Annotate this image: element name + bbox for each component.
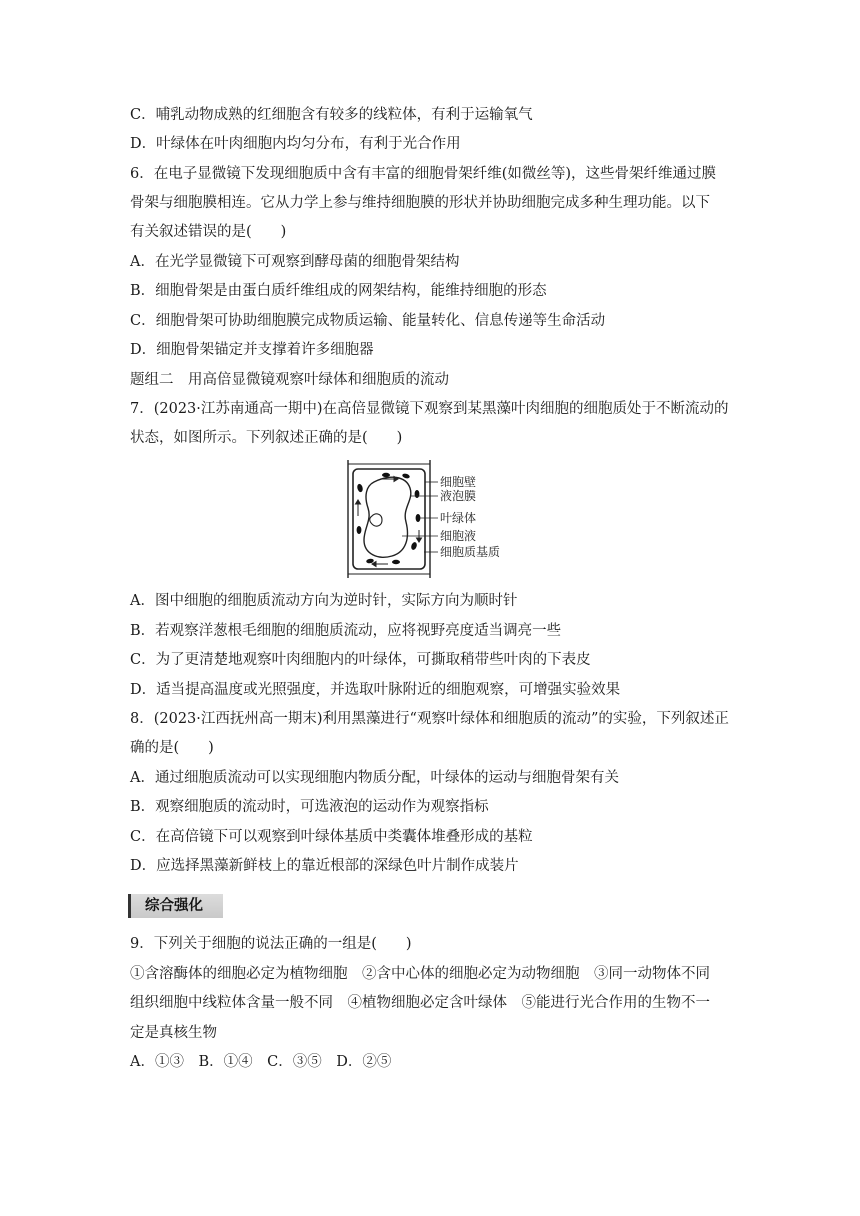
q6-option-b: B．细胞骨架是由蛋白质纤维组成的网架结构，能维持细胞的形态 <box>130 283 547 299</box>
q8-option-c: C．在高倍镜下可以观察到叶绿体基质中类囊体堆叠形成的基粒 <box>130 829 533 845</box>
q7-stem-line-2: 状态，如图所示。下列叙述正确的是( ) <box>130 430 403 446</box>
q9-statements-line-2: 组织细胞中线粒体含量一般不同 ④植物细胞必定含叶绿体 ⑤能进行光合作用的生物不一 <box>130 995 710 1011</box>
chloroplast-group <box>356 473 420 564</box>
label-chloroplast: 叶绿体 <box>440 511 477 525</box>
flow-arrows <box>356 477 422 567</box>
q6-stem-line-2: 骨架与细胞膜相连。它从力学上参与维持细胞膜的形状并协助细胞完成多种生理功能。以下 <box>130 195 710 211</box>
q6-option-c: C．细胞骨架可协助细胞膜完成物质运输、能量转化、信息传递等生命活动 <box>130 313 606 329</box>
q9-options: A．①③ B．①④ C．③⑤ D．②⑤ <box>130 1054 392 1070</box>
label-cytoplasmic-matrix: 细胞质基质 <box>440 545 501 559</box>
group-2-title: 题组二 用高倍显微镜观察叶绿体和细胞质的流动 <box>130 372 449 388</box>
cell-wall <box>353 469 425 569</box>
label-cell-wall: 细胞壁 <box>440 475 477 489</box>
q8-option-a: A．通过细胞质流动可以实现细胞内物质分配，叶绿体的运动与细胞骨架有关 <box>130 770 619 786</box>
cell-diagram-svg <box>340 460 530 578</box>
q8-option-d: D．应选择黑藻新鲜枝上的靠近根部的深绿色叶片制作成装片 <box>130 858 519 874</box>
section-header <box>128 894 223 918</box>
q8-stem-line-1: 8．(2023·江西抚州高一期末)利用黑藻进行“观察叶绿体和细胞质的流动”的实验，下列叙述正 <box>130 711 729 727</box>
q7-option-c: C．为了更清楚地观察叶肉细胞内的叶绿体，可撕取稍带些叶肉的下表皮 <box>130 652 591 668</box>
q6-stem-line-3: 有关叙述错误的是( ) <box>130 224 287 240</box>
q8-stem-line-2: 确的是( ) <box>130 740 214 756</box>
q5-option-d: D．叶绿体在叶肉细胞内均匀分布，有利于光合作用 <box>130 136 461 152</box>
nucleus <box>370 514 382 526</box>
q8-option-b: B．观察细胞质的流动时，可选液泡的运动作为观察指标 <box>130 799 489 815</box>
q9-stem: 9．下列关于细胞的说法正确的一组是( ) <box>130 936 412 952</box>
q7-stem-line-1: 7．(2023·江苏南通高一期中)在高倍显微镜下观察到某黑藻叶肉细胞的细胞质处于不断流动的 <box>130 401 729 417</box>
label-vacuole-membrane: 液泡膜 <box>440 489 477 503</box>
q6-option-d: D．细胞骨架锚定并支撑着许多细胞器 <box>130 342 374 358</box>
q7-option-d: D．适当提高温度或光照强度，并选取叶脉附近的细胞观察，可增强实验效果 <box>130 682 621 698</box>
q6-option-a: A．在光学显微镜下可观察到酵母菌的细胞骨架结构 <box>130 254 460 270</box>
q9-statements-line-3: 定是真核生物 <box>130 1025 217 1041</box>
cell-diagram <box>340 460 530 578</box>
q9-statements-line-1: ①含溶酶体的细胞必定为植物细胞 ②含中心体的细胞必定为动物细胞 ③同一动物体不同 <box>130 966 710 982</box>
q7-option-a: A．图中细胞的细胞质流动方向为逆时针，实际方向为顺时针 <box>130 593 518 609</box>
section-header-label: 综合强化 <box>145 898 203 914</box>
q6-stem-line-1: 6．在电子显微镜下发现细胞质中含有丰富的细胞骨架纤维(如微丝等)，这些骨架纤维通过膜 <box>130 166 717 182</box>
q7-option-b: B．若观察洋葱根毛细胞的细胞质流动，应将视野亮度适当调亮一些 <box>130 623 562 639</box>
q5-option-c: C．哺乳动物成熟的红细胞含有较多的线粒体，有利于运输氧气 <box>130 107 533 123</box>
label-cell-sap: 细胞液 <box>440 529 477 543</box>
